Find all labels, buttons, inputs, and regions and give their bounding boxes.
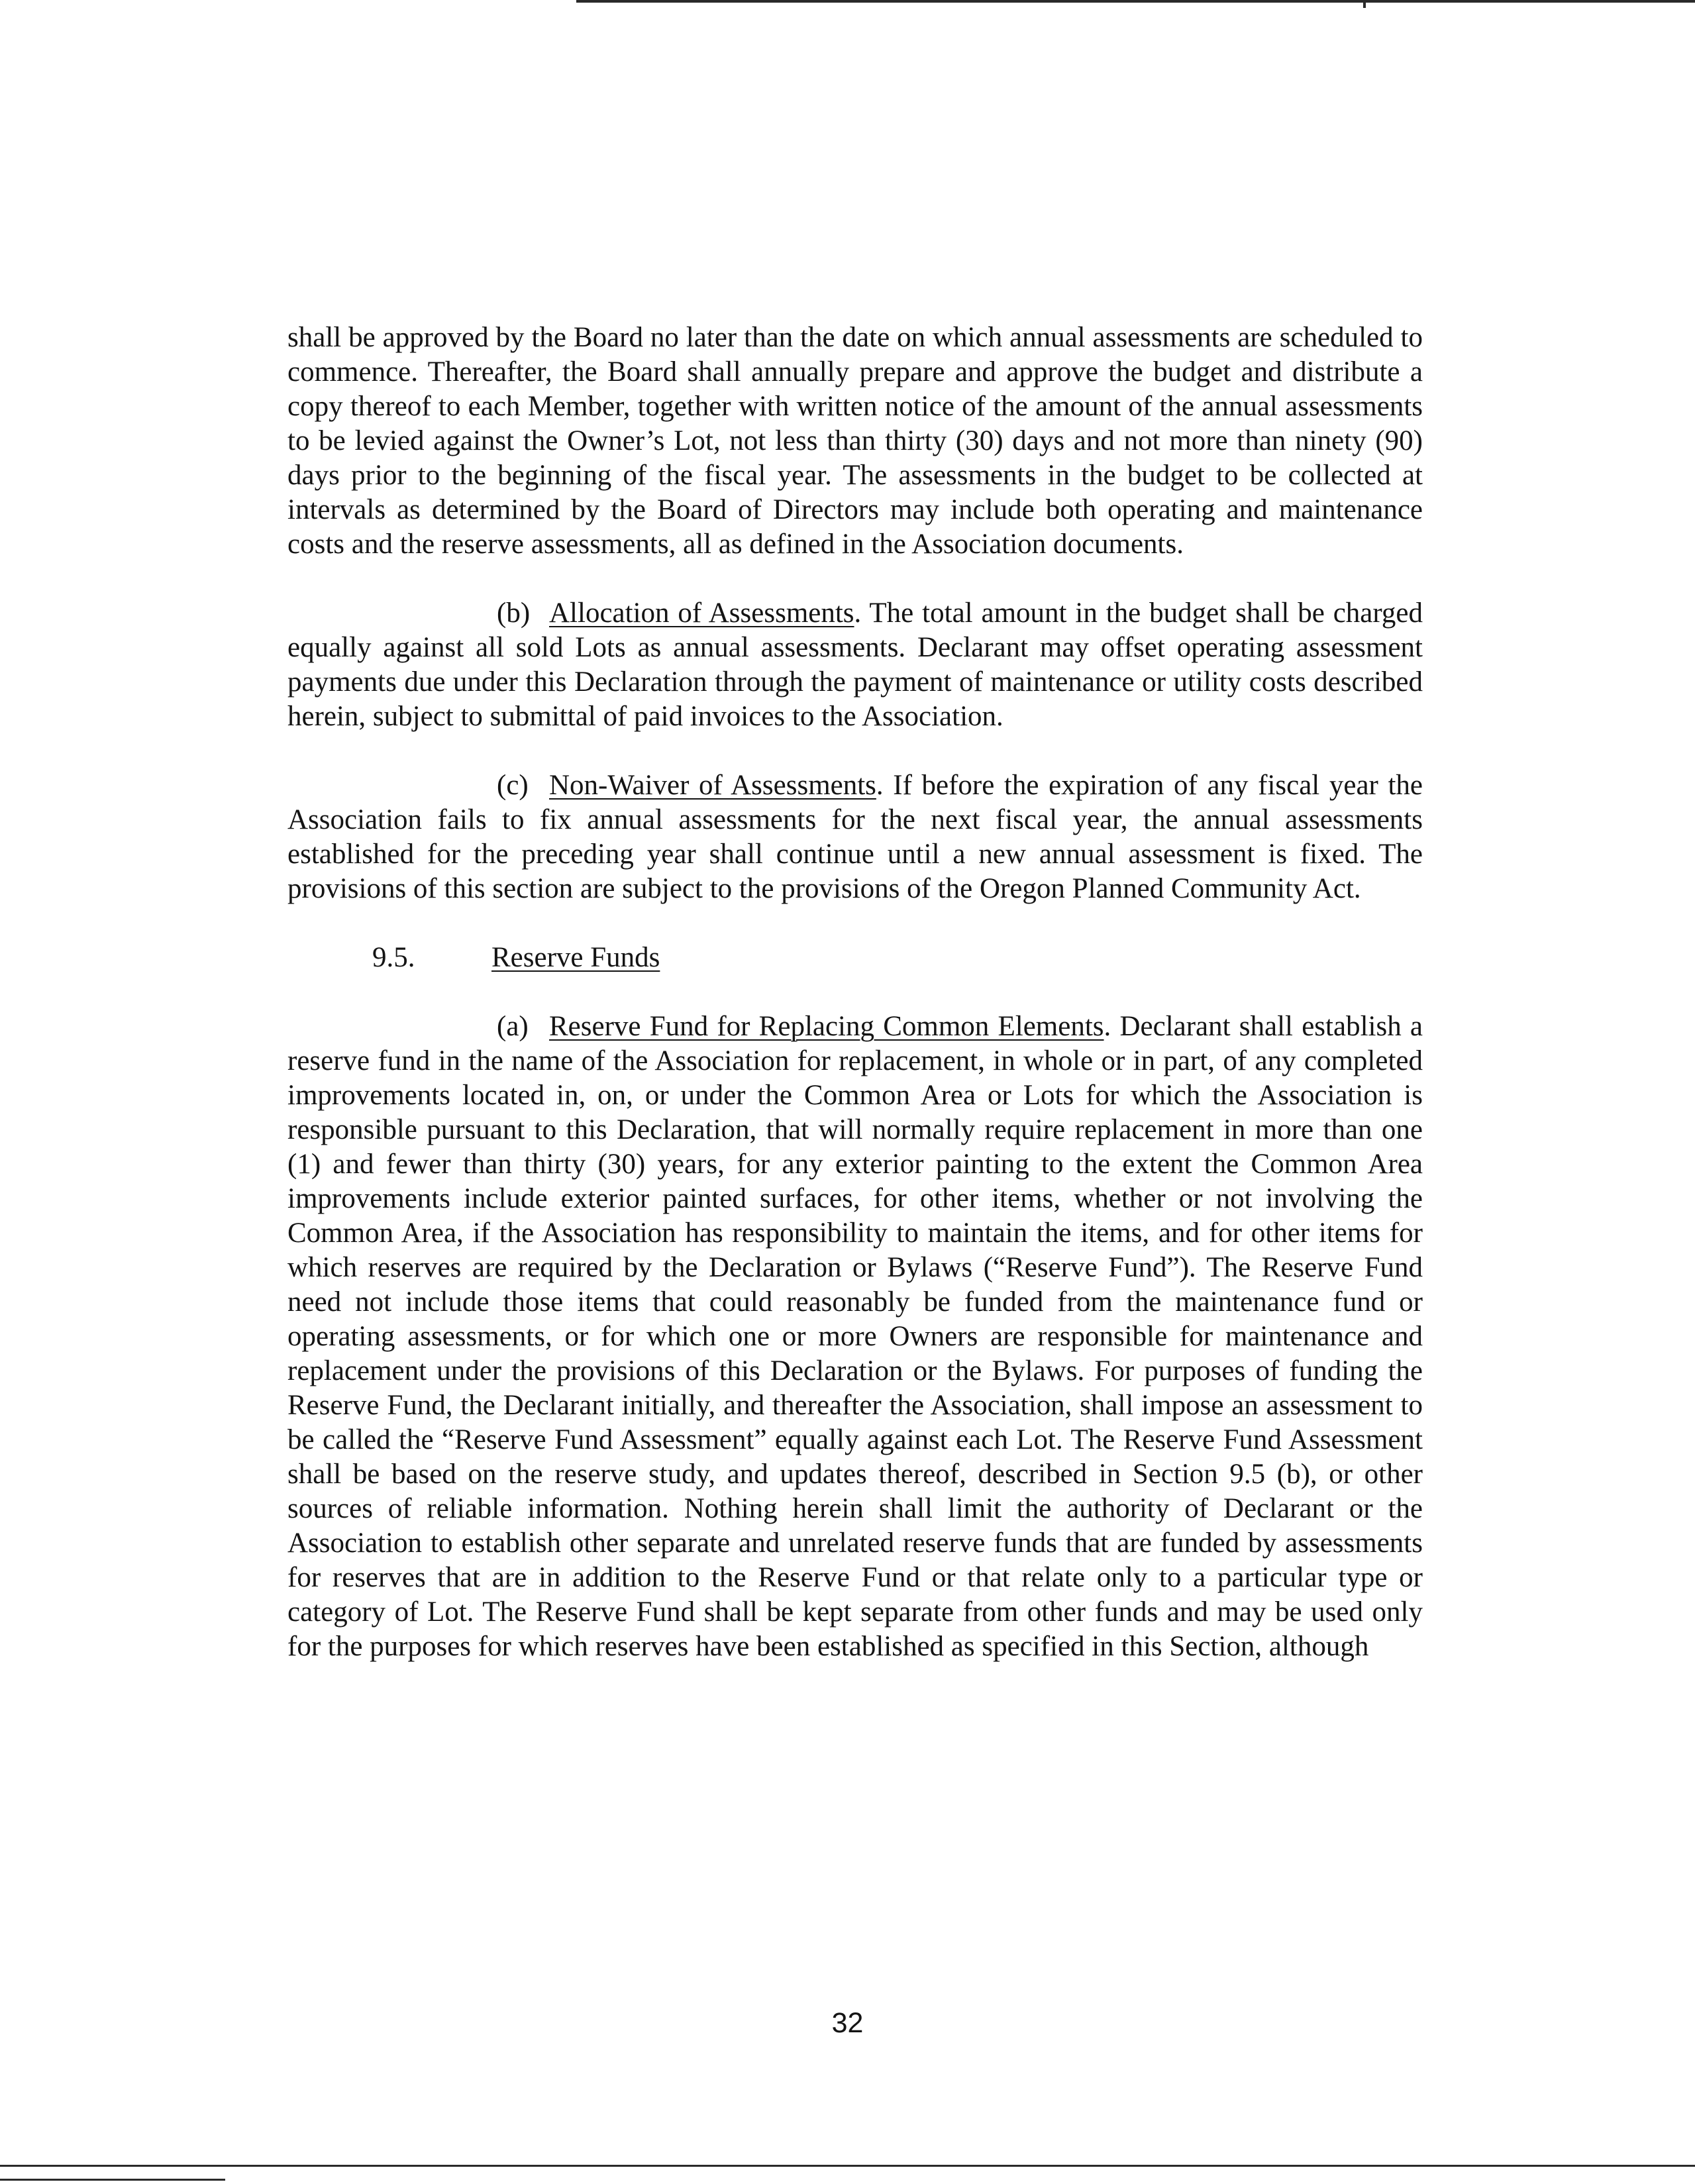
subsection-c (287, 768, 1423, 906)
subsection-heading: Reserve Fund for Replacing Common Elements (549, 1011, 1104, 1042)
subsection-label: (a) (497, 1011, 529, 1042)
section-heading (287, 941, 1423, 975)
scan-border-tick (1363, 0, 1366, 8)
section-number: 9.5. (372, 942, 415, 973)
scan-border-top (576, 0, 1695, 3)
subsection-text: . If before the expiration of any fiscal year the Association fails to fix annual assessments for the next fiscal year, the annual assessments established for the preceding year shall continue until a new annual assessment is fixed. The provisions of this section are subject to the provisions of the Oregon Planned Community Act. (287, 770, 1423, 904)
paragraph-gap (287, 975, 1423, 1010)
subsection-label: (b) (497, 598, 531, 629)
document-page (287, 321, 1423, 1664)
paragraph-gap (287, 906, 1423, 941)
subsection-heading: Allocation of Assessments (549, 598, 854, 629)
paragraph-gap (287, 562, 1423, 596)
section-title: Reserve Funds (491, 942, 660, 973)
subsection-heading: Non-Waiver of Assessments (549, 770, 876, 801)
continuation-paragraph: shall be approved by the Board no later than the date on which annual assessments are scheduled to commence. Thereafter, the Board shall annually prepare and approve the budget and distribute a copy thereof to each Member, together with written notice of the amount of the annual assessments to be levied against the Owner’s Lot, not less than thirty (30) days and not more than ninety (90) days prior to the beginning of the fiscal year. The assessments in the budget to be collected at intervals as determined by the Board of Directors may include both operating and maintenance costs and the reserve assessments, all as defined in the Association documents. (287, 322, 1423, 560)
subsection-b (287, 596, 1423, 734)
subsection-label: (c) (497, 770, 529, 801)
scan-border-bottom (0, 2165, 1695, 2167)
reserve-subsection-a (287, 1010, 1423, 1664)
page-number: 32 (831, 2007, 864, 2039)
paragraph-gap (287, 734, 1423, 768)
scan-border-bottom-short (0, 2179, 225, 2181)
subsection-text: . The total amount in the budget shall be charged equally against all sold Lots as annual assessments. Declarant may offset operating assessment payments due under this Declaration through the payment of maintenance or utility costs described herein, subject to submittal of paid invoices to the Association. (287, 598, 1423, 732)
subsection-text: . Declarant shall establish a reserve fund in the name of the Association for replacement, in whole or in part, of any completed improvements located in, on, or under the Common Area or Lots for which the Association is responsible pursuant to this Declaration, that will normally require replacement in more than one (1) and fewer than thirty (30) years, for any exterior painting to the extent the Common Area improvements include exterior painted surfaces, for other items, whether or not involving the Common Area, if the Association has responsibility to maintain the items, and for other items for which reserves are required by the Declaration or Bylaws (“Reserve Fund”). The Reserve Fund need not include those items that could reasonably be funded from the maintenance fund or operating assessments, or for which one or more Owners are responsible for maintenance and replacement under the provisions of this Declaration or the Bylaws. For purposes of funding the Reserve Fund, the Declarant initially, and thereafter the Association, shall impose an assessment to be called the “Reserve Fund Assessment” equally against each Lot. The Reserve Fund Assessment shall be based on the reserve study, and updates thereof, described in Section 9.5 (b), or other sources of reliable information. Nothing herein shall limit the authority of Declarant or the Association to establish other separate and unrelated reserve funds that are funded by assessments for reserves that are in addition to the Reserve Fund or that relate only to a particular type or category of Lot. The Reserve Fund shall be kept separate from other funds and may be used only for the purposes for which reserves have been established as specified in this Section, although (287, 1011, 1423, 1662)
